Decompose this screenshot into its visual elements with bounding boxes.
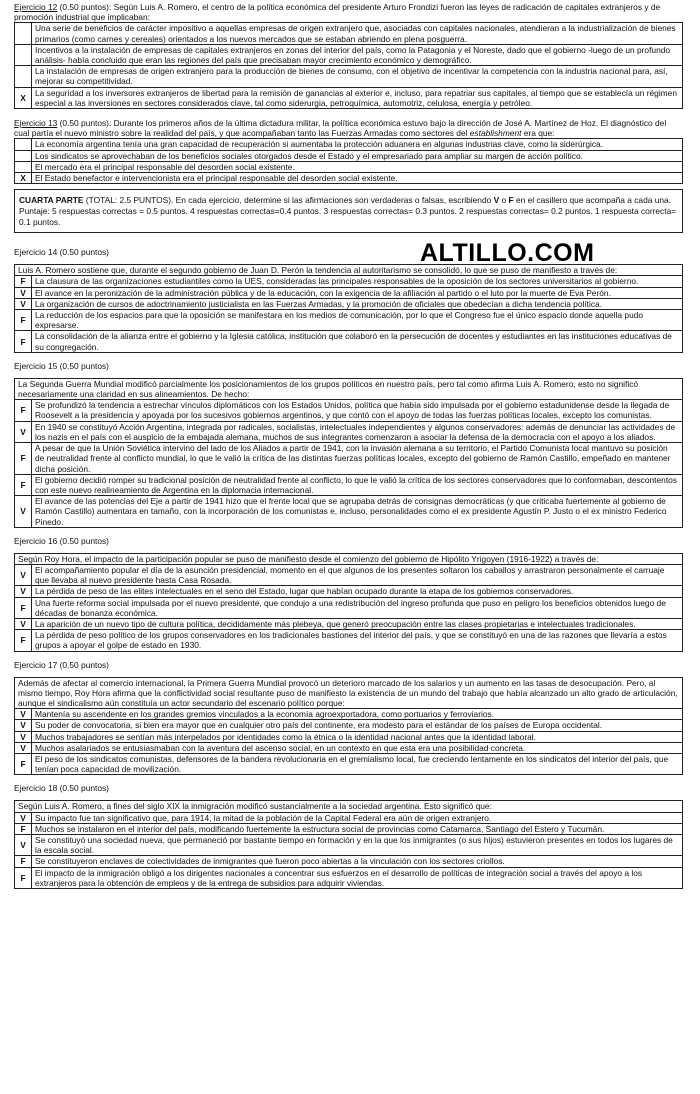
part-four-text: (TOTAL: 2.5 PUNTOS). En cada ejercicio, determine si las afirmaciones son verdaderas o falsas, escribiendo — [83, 195, 494, 206]
exercise-15-label: Ejercicio 15 — [14, 360, 58, 371]
exercise-13-italic: establishment — [469, 128, 522, 139]
option-row — [15, 586, 683, 597]
exercise-17-heading — [14, 660, 683, 672]
part-four-instructions — [14, 189, 683, 233]
exercise-16-heading — [14, 536, 683, 548]
answer-box[interactable]: F — [15, 597, 32, 618]
option-text: El avance de las potencias del Eje a partir de 1941 hizo que el frente local que se agrupaba detrás de consignas democráticas (y que criticaba fuertemente al gobierno de Ramón Castillo) aumentara en tamaño, con la incorporación de los comunistas e, incluso, personalidades como el ex presidente Agustín P. Justo o el ex ministro Federico Pinedo. — [32, 496, 683, 528]
answer-box[interactable]: F — [15, 443, 32, 475]
option-text: La pérdida de peso político de los grupos conservadores en los tradicionales bastiones del interior del país, y que se constituyó en una de las razones que llevaría a estos grupos a apoyar el golpe de estado en 1930. — [32, 630, 683, 651]
option-row — [15, 331, 683, 352]
exercise-18-points: (0.50 puntos) — [57, 783, 109, 794]
option-row — [15, 742, 683, 753]
exam-page — [14, 2, 683, 889]
option-row — [15, 443, 683, 475]
option-row — [15, 161, 683, 172]
part-four-scoring: en el casillero que acompaña a cada una. Puntaje: 5 respuestas correctas = 0.5 puntos. 4 respuestas correctas=0.4 puntos. 3 respuestas correctas= 0.3 puntos. 2 respuestas correctas= 0.2 puntos. 1 respuesta correcta= 0.1 puntos. — [19, 195, 677, 228]
exercise-13-options — [14, 138, 683, 184]
exercise-16-options — [14, 564, 683, 652]
true-letter: V — [493, 195, 500, 206]
exercise-12-text: (0.50 puntos): Según Luis A. Romero, el centro de la política económica del presidente Arturo Frondizi fueron las leyes de radicación de capitales extranjeros y de promoción industrial que implicaban: — [14, 2, 661, 23]
exercise-17-label: Ejercicio 17 — [14, 659, 58, 670]
exercise-16-label: Ejercicio 16 — [14, 535, 58, 546]
option-row — [15, 834, 683, 855]
answer-box[interactable]: F — [15, 400, 32, 421]
option-row — [15, 564, 683, 585]
option-row — [15, 618, 683, 629]
answer-box[interactable]: F — [15, 276, 32, 287]
answer-box[interactable]: X — [15, 173, 32, 184]
answer-box[interactable]: V — [15, 742, 32, 753]
option-row — [15, 150, 683, 161]
exercise-14-stem: Luis A. Romero sostiene que, durante el segundo gobierno de Juan D. Perón la tendencia al autoritarismo se consolidó, lo que se puso de manifiesto a través de: — [14, 264, 683, 276]
option-row — [15, 400, 683, 421]
exercise-17-points: (0.50 puntos) — [57, 659, 109, 670]
exercise-18-stem: Según Luis A. Romero, a fines del siglo XIX la inmigración modificó sustancialmente a la sociedad argentina. Esto significó que: — [14, 800, 683, 812]
answer-box[interactable]: F — [15, 474, 32, 495]
option-text: La consolidación de la alianza entre el gobierno y la Iglesia católica, institución que colaboró en la persecución de docentes y estudiantes en las instituciones educativas de su congregación. — [32, 331, 683, 352]
option-text: El peso de los sindicatos comunistas, defensores de la bandera revolucionaria en el gremialismo local, fue creciendo lentamente en los sindicatos del interior del país, que tenían poca capacidad de movilización. — [32, 753, 683, 774]
exercise-13-text: (0.50 puntos): Durante los primeros años de la última dictadura militar, la política económica estuvo bajo la dirección de José A. Martínez de Hoz. El diagnóstico del cual partía el nuevo ministro sobre la realidad del país, y que acompañaban tanto las Fuerzas Armadas como sectores del — [14, 118, 667, 139]
option-text: El acompañamiento popular el día de la asunción presidencial, momento en el que algunos de los presentes soltaron los caballos y arrastraron personalmente el carruaje que llevaba al nuevo presidente hasta Casa Rosada. — [32, 564, 683, 585]
option-row — [15, 298, 683, 309]
answer-box[interactable]: V — [15, 834, 32, 855]
option-text: El avance en la peronización de la administración pública y de la educación, con la exigencia de la afiliación al partido o el luto por la muerte de Eva Perón. — [32, 287, 683, 298]
option-text: Se constituyeron enclaves de colectividades de inmigrantes que fueron poco abiertas a la vinculación con los sectores criollos. — [32, 856, 683, 867]
option-row — [15, 630, 683, 651]
option-text: Su poder de convocatoria, si bien era mayor que en cualquier otro país del continente, era modesto para el estándar de los países de Europa occidental. — [32, 720, 683, 731]
option-text: Los sindicatos se aprovechaban de los beneficios sociales otorgados desde el Estado y el empresariado para ampliar su margen de acción político. — [32, 150, 683, 161]
exercise-17-stem: Además de afectar al comercio internacional, la Primera Guerra Mundial provocó un deterioro marcado de los salarios y un aumento en las tasas de desocupación. Pero, al mismo tiempo, Roy Hora afirma que la conflictividad social resultante puso de manifiesto la existencia de un mundo del trabajo que había alcanzado un alto grado de articulación, aunque el sindicalismo aún constituía un actor secundario del escenario político porque: — [14, 677, 683, 710]
option-row — [15, 709, 683, 720]
option-row — [15, 276, 683, 287]
exercise-14-options — [14, 275, 683, 352]
exercise-15-stem: La Segunda Guerra Mundial modificó parcialmente los posicionamientos de los grupos políticos en nuestro país, pero tal como afirma Luis A. Romero, esto no significó necesariamente una claridad en sus alineamientos. De hecho: — [14, 378, 683, 400]
answer-box[interactable]: V — [15, 812, 32, 823]
answer-box[interactable]: V — [15, 287, 32, 298]
option-text: Muchos trabajadores se sentían más interpelados por identidades como la étnica o la identidad nacional antes que la identidad laboral. — [32, 731, 683, 742]
option-text: Su impacto fue tan significativo que, para 1914, la mitad de la población de la Capital Federal era aún de origen extranjero. — [32, 812, 683, 823]
option-text: La aparición de un nuevo tipo de cultura política, decididamente más plebeya, que generó preocupación entre las clases propietarias e intelectuales tradicionales. — [32, 618, 683, 629]
option-row — [15, 474, 683, 495]
option-row — [15, 287, 683, 298]
answer-box[interactable]: X — [15, 87, 32, 108]
exercise-13-label: Ejercicio 13 — [14, 118, 58, 129]
answer-box[interactable]: F — [15, 753, 32, 774]
answer-box[interactable]: F — [15, 856, 32, 867]
answer-box[interactable]: F — [15, 823, 32, 834]
option-row — [15, 66, 683, 87]
option-row — [15, 421, 683, 442]
option-text: La organización de cursos de adoctrinamiento justicialista en las Fuerzas Armadas, y la promoción de oficiales que obedecían a dicha tendencia política. — [32, 298, 683, 309]
option-text: El mercado era el principal responsable del desorden social existente. — [32, 161, 683, 172]
option-text: La seguridad a los inversores extranjeros de libertad para la remisión de ganancias al exterior e, incluso, para repatriar sus capitales, al tiempo que se establecía un régimen especial a las inversiones en sectores considerados clave, tal como siderurgia, petroquímica, automotriz, celulosa, energía y petróleo. — [32, 87, 683, 108]
exercise-16-points: (0.50 puntos) — [57, 535, 109, 546]
option-text: Una serie de beneficios de carácter impositivo a aquellas empresas de origen extranjero que, asociadas con capitales nacionales, atendieran a la industrialización de bienes primarios (como carnes y cereales) orientados a los nuevos mercados que se estaban abriendo en plena posguerra. — [32, 23, 683, 44]
option-row — [15, 310, 683, 331]
exercise-18-heading — [14, 783, 683, 795]
exercise-18-options — [14, 812, 683, 889]
option-text: El Estado benefactor e intervencionista era el principal responsable del desorden social existente. — [32, 173, 683, 184]
option-text: Se profundizó la tendencia a estrechar vínculos diplomáticos con los Estados Unidos, política que había sido impulsada por el gobierno estadunidense desde la llegada de Roosevelt a la presidencia y apoyada por los sucesivos gobiernos argentinos, y que contó con el apoyo de todas las fuerzas políticas locales, excepto los comunistas. — [32, 400, 683, 421]
option-text: La reducción de los espacios para que la oposición se manifestara en los medios de comunicación, por lo que el Congreso fue el único espacio donde aquella pudo expresarse. — [32, 310, 683, 331]
answer-box[interactable]: V — [15, 709, 32, 720]
exercise-14-points: (0.50 puntos) — [57, 247, 109, 258]
option-text: La economía argentina tenía una gran capacidad de recuperación si aumentaba la protección aduanera en algunas industrias clave, como la siderúrgica. — [32, 139, 683, 150]
exercise-14-label: Ejercicio 14 — [14, 247, 58, 258]
exercise-12-options — [14, 22, 683, 109]
exercise-12-heading — [14, 2, 683, 22]
exercise-15-heading — [14, 361, 683, 373]
option-row — [15, 753, 683, 774]
answer-box[interactable]: F — [15, 630, 32, 651]
answer-box[interactable]: V — [15, 298, 32, 309]
answer-box[interactable]: F — [15, 331, 32, 352]
answer-box[interactable]: V — [15, 618, 32, 629]
option-row — [15, 720, 683, 731]
exercise-17-options — [14, 708, 683, 775]
option-text: La instalación de empresas de origen extranjero para la producción de bienes de consumo, con el objetivo de incentivar la competencia con la industria nacional para, así, mejorar su competitividad. — [32, 66, 683, 87]
answer-box[interactable] — [15, 66, 32, 87]
exercise-18-label: Ejercicio 18 — [14, 783, 58, 794]
answer-box[interactable]: V — [15, 586, 32, 597]
answer-box[interactable]: F — [15, 867, 32, 888]
option-text: Una fuerte reforma social impulsada por el nuevo presidente, que condujo a una redistribución del ingreso profunda que puso en peligro los beneficios obtenidos luego de décadas de bonanza económica. — [32, 597, 683, 618]
option-text: El impacto de la inmigración obligó a los dirigentes nacionales a concentrar sus esfuerzos en el desarrollo de políticas de integración social a través del apoyo a los extranjeros para la obtención de empleos y de la entrega de subsidios para adquirir viviendas. — [32, 867, 683, 888]
answer-box[interactable] — [15, 139, 32, 150]
answer-box[interactable]: V — [15, 720, 32, 731]
option-row — [15, 731, 683, 742]
answer-box[interactable] — [15, 23, 32, 44]
answer-box[interactable]: V — [15, 731, 32, 742]
option-text: Muchos asalariados se entusiasmaban con la aventura del ascenso social, en un contexto en que esta era una posibilidad concreta. — [32, 742, 683, 753]
answer-box[interactable]: V — [15, 496, 32, 528]
option-text: La clausura de las organizaciones estudiantiles como la UES, consideradas las principales responsables de la oposición de los sectores universitarios al gobierno. — [32, 276, 683, 287]
option-row — [15, 812, 683, 823]
exercise-13-heading — [14, 118, 683, 138]
answer-box[interactable]: V — [15, 421, 32, 442]
answer-box[interactable]: V — [15, 564, 32, 585]
false-letter: F — [508, 195, 514, 206]
answer-box[interactable] — [15, 44, 32, 65]
option-row — [15, 823, 683, 834]
exercise-13-text-end: era que: — [521, 128, 555, 139]
option-text: Mantenía su ascendente en los grandes gremios vinculados a la economía agroexportadora, como portuarios y ferroviarios. — [32, 709, 683, 720]
or-text: o — [499, 195, 509, 206]
option-row — [15, 173, 683, 184]
watermark-logo: ALTILLO.COM — [420, 239, 595, 268]
exercise-16-stem: Según Roy Hora, el impacto de la participación popular se puso de manifiesto desde el comienzo del gobierno de Hipólito Yrigoyen (1916-1922) a través de: — [14, 553, 683, 565]
answer-box[interactable]: F — [15, 310, 32, 331]
exercise-12-label: Ejercicio 12 — [14, 2, 58, 12]
part-four-title: CUARTA PARTE — [19, 195, 84, 206]
option-text: En 1940 se constituyó Acción Argentina, integrada por radicales, socialistas, intelectuales independientes y algunos conservadores: además de denunciar las actividades de los nazis en el país con el auspicio de la embajada alemana, muchos de sus integrantes comenzaron a asociar la defensa de la democracia con el apoyo a los aliados. — [32, 421, 683, 442]
option-row — [15, 597, 683, 618]
answer-box[interactable] — [15, 150, 32, 161]
option-text: El gobierno decidió romper su tradicional posición de neutralidad frente al conflicto, lo que le valió la crítica de los sectores conservadores que lo conformaban, descontentos con este nuevo realineamiento de Argentina en la diplomacia internacional. — [32, 474, 683, 495]
option-text: La pérdida de peso de las elites intelectuales en el seno del Estado, lugar que habían ocupado durante la etapa de los gobiernos conservadores. — [32, 586, 683, 597]
option-row — [15, 87, 683, 108]
option-row — [15, 856, 683, 867]
option-text: Se constituyó una sociedad nueva, que permaneció por bastante tiempo en formación y en la que los inmigrantes (o sus hijos) estuvieron presentes en todos los lugares de la escala social. — [32, 834, 683, 855]
option-row — [15, 44, 683, 65]
answer-box[interactable] — [15, 161, 32, 172]
option-text: A pesar de que la Unión Soviética intervino del lado de los Aliados a partir de 1941, con la invasión alemana a su territorio, el Partido Comunista local mantuvo su posición de neutralidad frente al conflicto mundial, lo que le valió la crítica de las distintas fuerzas políticas locales, excepto del gobierno de Ramón Castillo, empeñado en mantener dicha posición. — [32, 443, 683, 475]
option-row — [15, 23, 683, 44]
option-row — [15, 139, 683, 150]
exercise-15-options — [14, 399, 683, 527]
option-text: Incentivos a la instalación de empresas de capitales extranjeros en zonas del interior del país, como la Patagonia y el Noreste, dado que el gobierno -luego de un profundo análisis- había concluido que eran las regiones del país que precisaban mayor crecimiento económico y demográfico. — [32, 44, 683, 65]
option-text: Muchos se instalaron en el interior del país, modificando fuertemente la estructura social de provincias como Catamarca, Santiago del Estero y Tucumán. — [32, 823, 683, 834]
exercise-15-points: (0.50 puntos) — [57, 360, 109, 371]
exercise-14-heading — [14, 239, 683, 268]
option-row — [15, 867, 683, 888]
option-row — [15, 496, 683, 528]
